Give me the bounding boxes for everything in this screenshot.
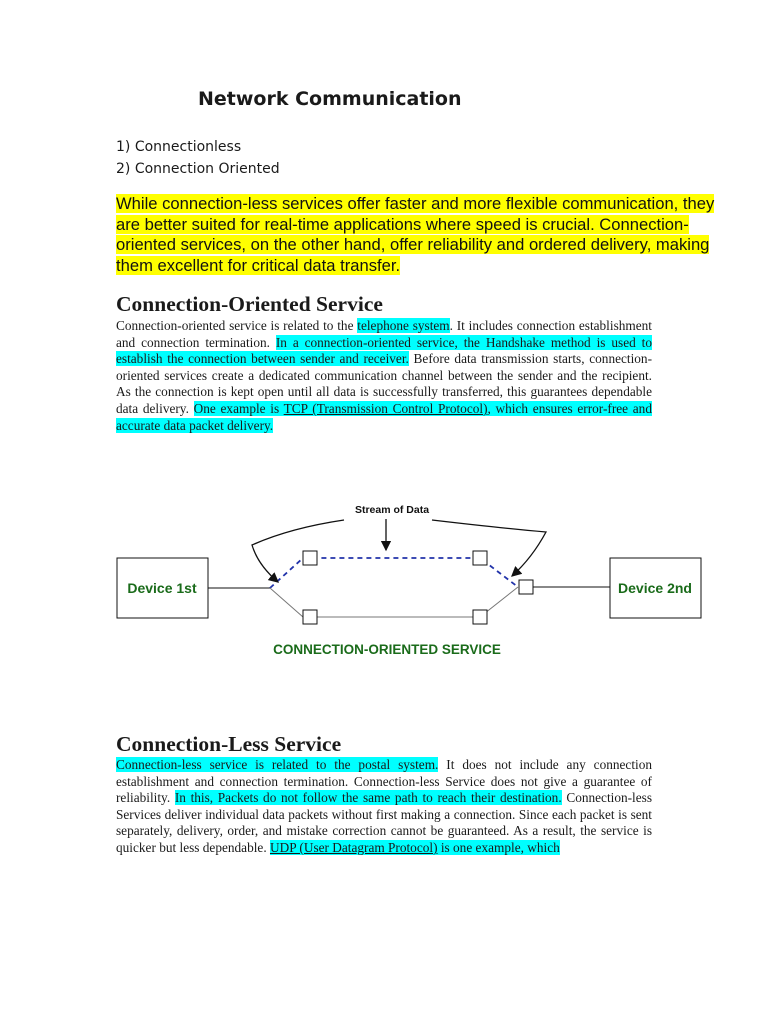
stream-arrow-right xyxy=(432,520,546,576)
highlight-telephone-system: telephone system xyxy=(357,318,450,333)
connection-oriented-paragraph xyxy=(116,318,652,434)
connection-oriented-heading: Connection-Oriented Service xyxy=(116,292,383,316)
router-node xyxy=(473,551,487,565)
device-1-label: Device 1st xyxy=(127,580,197,596)
highlight-packet-path: In this, Packets do not follow the same path to reach their destination. xyxy=(174,790,562,806)
text-run: Connection-oriented service is related to the xyxy=(116,318,358,333)
router-node xyxy=(473,610,487,624)
highlight-example-tail: , which ensures error-free and accurate data packet delivery. xyxy=(116,400,652,433)
text-run: It does not include any connection establishment and connection termination. Connection-less Service does not give a guarantee of reliability. xyxy=(116,757,653,806)
list-item: 2) Connection Oriented xyxy=(116,161,280,177)
connection-oriented-diagram xyxy=(0,490,768,670)
text-run: Before data transmission starts, connection-oriented services create a dedicated communication channel between the sender and the recipient. As the connection is kept open until all data is successfully transferred, this guarantees dependable data delivery. xyxy=(116,351,653,416)
connection-less-paragraph xyxy=(116,757,652,857)
tcp-link[interactable]: TCP (Transmission Control Protocol) xyxy=(283,400,488,416)
service-type-list xyxy=(116,136,280,180)
highlight-handshake: In a connection-oriented service, the Handshake method is used to establish the connection between sender and receiver. xyxy=(116,334,652,367)
udp-link[interactable]: UDP (User Datagram Protocol) xyxy=(269,839,438,855)
router-node xyxy=(519,580,533,594)
highlight-example: One example is xyxy=(193,400,284,416)
page-title: Network Communication xyxy=(198,88,462,110)
summary-paragraph xyxy=(116,194,741,276)
router-node xyxy=(303,551,317,565)
highlight-udp-tail: is one example, which xyxy=(437,839,560,855)
stream-arrow-left xyxy=(252,520,344,582)
text-run: Connection-less Services deliver individual data packets without first making a connection. Since each packet is sent separately, delivery, order, and mistake correction cannot be guaranteed. As a result, the service is quicker but less dependable. xyxy=(116,790,652,855)
router-node xyxy=(303,610,317,624)
stream-of-data-label: Stream of Data xyxy=(354,504,430,516)
connection-less-heading: Connection-Less Service xyxy=(116,732,342,756)
highlighted-summary-text: While connection-less services offer faster and more flexible communication, they are better suited for real-time applications where speed is crucial. Connection-oriented services, on the other hand, offer reliability and ordered delivery, making them excellent for critical data transfer. xyxy=(116,194,715,275)
device-2-label: Device 2nd xyxy=(618,580,692,596)
highlight-postal-system: Connection-less service is related to the postal system. xyxy=(116,757,439,772)
diagram-caption: CONNECTION-ORIENTED SERVICE xyxy=(273,642,501,657)
text-run: . It includes connection establishment and connection termination. xyxy=(116,318,652,350)
list-item: 1) Connectionless xyxy=(116,139,242,155)
